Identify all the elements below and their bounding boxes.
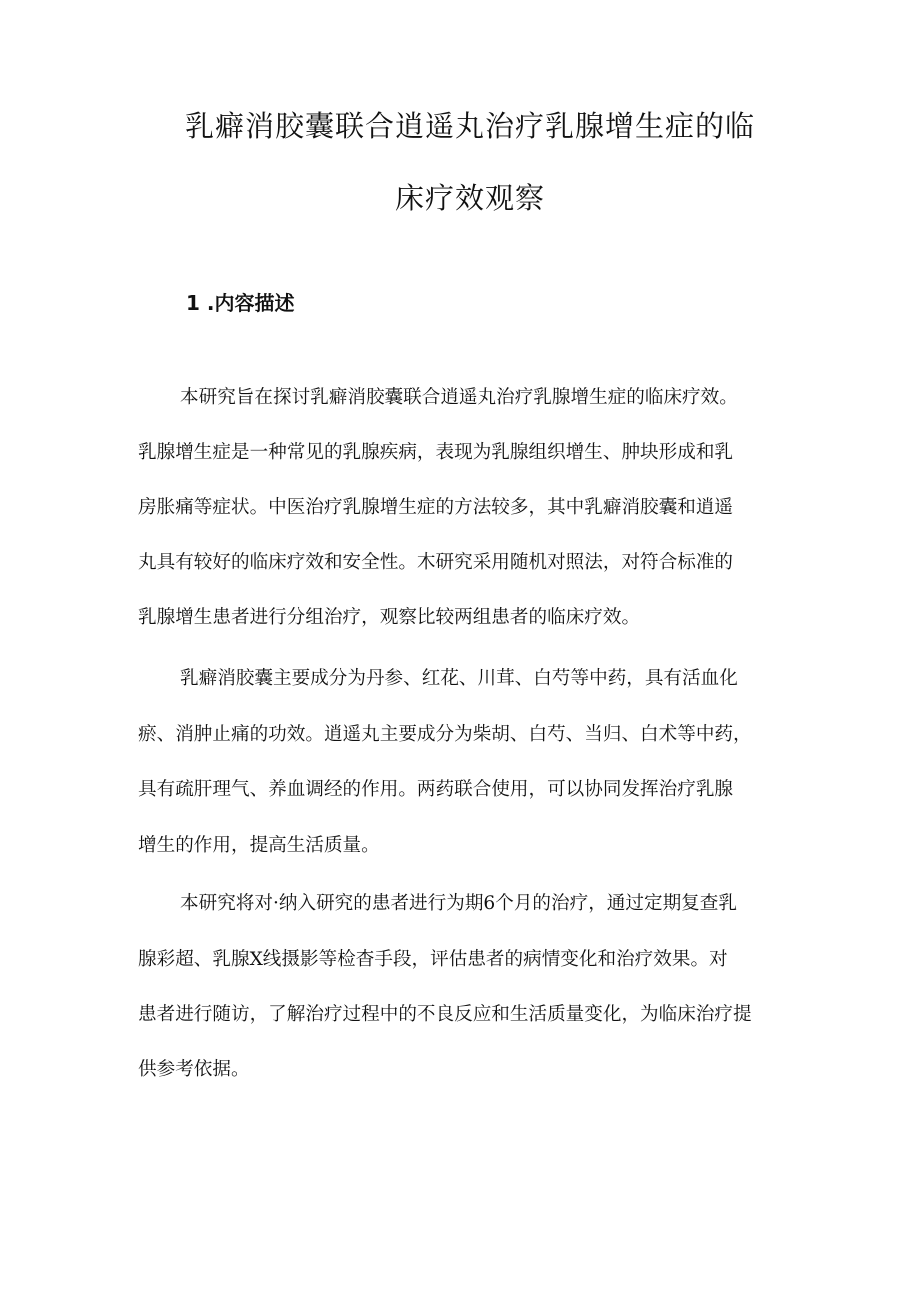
paragraph-2-line-1: 乳癖消胶囊主要成分为丹参、红花、川茸、白芍等中药，具有活血化	[180, 668, 738, 689]
paragraph-1-line-3: 房胀痛等症状。中医治疗乳腺增生症的方法较多，其中乳癖消胶囊和逍遥	[138, 497, 734, 518]
paragraph-1-line-4: 丸具有较好的临床疗效和安全性。木研究采用随机对照法，对符合标准的	[138, 552, 734, 573]
paragraph-1-line-1: 本研究旨在探讨乳癖消胶囊联合逍遥丸治疗乳腺增生症的临床疗效。	[180, 387, 738, 408]
document-title-line-2: 床疗效观察	[394, 181, 545, 215]
section-heading: 1 .内容描述	[186, 291, 295, 315]
paragraph-3-line-4: 供参考依据。	[138, 1059, 250, 1080]
paragraph-1-line-5: 乳腺增生患者进行分组治疗，观察比较两组患者的临床疗效。	[138, 607, 641, 628]
paragraph-3-line-1: 本研究将对·纳入研究的患者进行为期6个月的治疗，通过定期复查乳	[180, 893, 737, 914]
paragraph-3-line-2: 腺彩超、乳腺X线摄影等检杳手段，评估患者的病情变化和治疗效果。对	[138, 949, 728, 970]
paragraph-2-line-2: 瘀、消肿止痛的功效。逍遥丸主要成分为柴胡、白芍、当归、白术等中药，	[138, 724, 752, 745]
paragraph-2-line-3: 具有疏肝理气、养血调经的作用。两药联合使用，可以协同发挥治疗乳腺	[138, 779, 734, 800]
paragraph-3-line-3: 患者进行随访，了解治疗过程中的不良反应和生活质量变化，为临床治疗提	[138, 1004, 752, 1025]
paragraph-2-line-4: 增生的作用，提高生活质量。	[138, 835, 380, 856]
paragraph-1-line-2: 乳腺增生症是一种常见的乳腺疾病，表现为乳腺组织增生、肿块形成和乳	[138, 442, 734, 463]
document-title-line-1: 乳癖消胶囊联合逍遥丸治疗乳腺增生症的临	[184, 109, 755, 143]
